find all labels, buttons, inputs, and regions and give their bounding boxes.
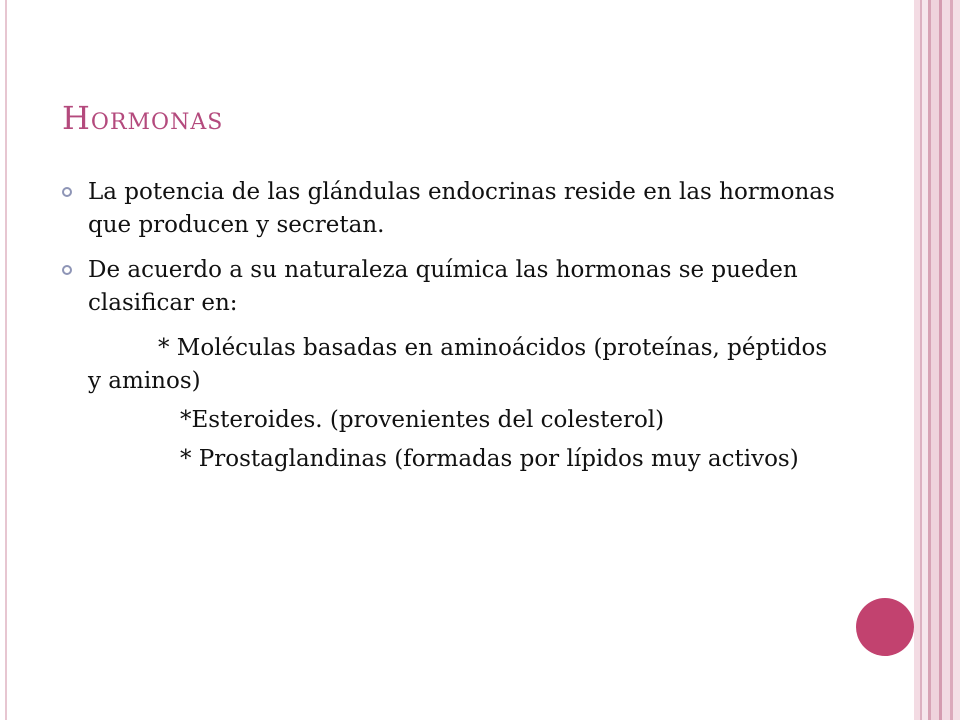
sub-item-text: *Esteroides. (provenientes del colesterol)	[180, 407, 665, 433]
sub-item-text: * Prostaglandinas (formadas por lípidos muy activos)	[180, 446, 799, 472]
decorative-stripes	[914, 0, 960, 720]
left-divider	[5, 0, 7, 720]
sub-item	[60, 443, 840, 476]
bullet-ring-icon	[62, 265, 72, 275]
sub-item-text: * Moléculas basadas en aminoácidos (proteínas, péptidos y aminos)	[88, 335, 828, 394]
slide-content	[60, 176, 840, 482]
accent-circle	[856, 598, 914, 656]
slide-title: Hormonas	[62, 99, 224, 137]
bullet-item	[60, 254, 840, 320]
sub-item	[60, 404, 840, 437]
bullet-text: La potencia de las glándulas endocrinas reside en las hormonas que producen y secretan.	[88, 179, 835, 238]
bullet-ring-icon	[62, 187, 72, 197]
sub-item	[60, 332, 840, 398]
bullet-text: De acuerdo a su naturaleza química las hormonas se pueden clasificar en:	[88, 257, 798, 316]
bullet-item	[60, 176, 840, 242]
